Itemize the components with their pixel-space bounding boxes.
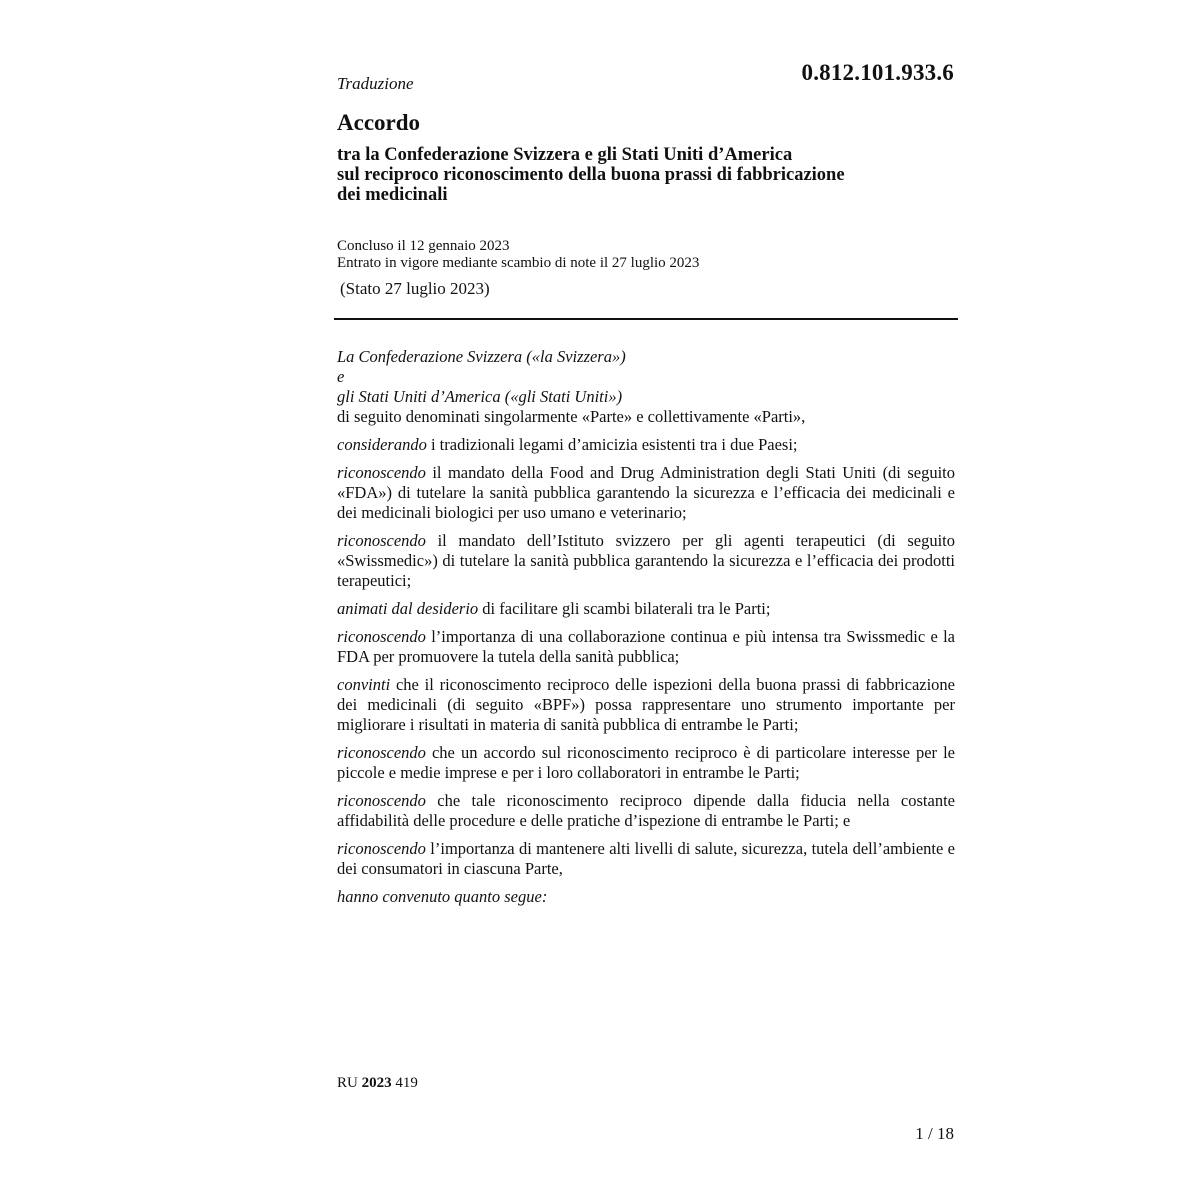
paragraph-text: che il riconoscimento reciproco delle ispezioni della buona prassi di fabbricazione dei medicinali (di seguito «BPF») possa rappresentare uno strumento importante per migliorare i risultati in materia di sanità pubblica di entrambe le Parti; xyxy=(337,675,955,734)
preamble-paragraph xyxy=(337,791,955,831)
paragraph-text: che un accordo sul riconoscimento reciproco è di particolare interesse per le piccole e medie imprese e per i loro collaboratori in entrambe le Parti; xyxy=(337,743,955,782)
paragraph-text: che tale riconoscimento reciproco dipende dalla fiducia nella costante affidabilità delle procedure e delle pratiche d’ispezione di entrambe le Parti; e xyxy=(337,791,955,830)
preamble-paragraph xyxy=(337,531,955,591)
preamble-paragraph xyxy=(337,839,955,879)
parties-block xyxy=(337,347,955,427)
paragraph-text: l’importanza di una collaborazione continua e più intensa tra Swissmedic e la FDA per promuovere la tutela della sanità pubblica; xyxy=(337,627,955,666)
ru-prefix: RU xyxy=(337,1075,358,1091)
paragraph-lead: riconoscendo xyxy=(337,463,426,482)
translation-label: Traduzione xyxy=(337,74,414,93)
paragraph-lead: riconoscendo xyxy=(337,743,426,762)
party-united-states: gli Stati Uniti d’America («gli Stati Uniti») xyxy=(337,387,623,406)
paragraph-lead: convinti xyxy=(337,675,391,694)
separator-rule xyxy=(334,318,958,320)
preamble-paragraph xyxy=(337,743,955,783)
paragraph-lead: riconoscendo xyxy=(337,839,426,858)
paragraph-lead: riconoscendo xyxy=(337,791,426,810)
ru-year: 2023 xyxy=(361,1075,392,1091)
paragraph-text: i tradizionali legami d’amicizia esistenti tra i due Paesi; xyxy=(426,435,798,454)
paragraph-lead: riconoscendo xyxy=(337,627,426,646)
preamble-paragraph xyxy=(337,599,955,619)
ru-reference xyxy=(337,1075,418,1092)
subtitle-line: sul reciproco riconoscimento della buona prassi di fabbricazione xyxy=(337,164,845,185)
party-conjunction: e xyxy=(337,367,345,386)
dates-block xyxy=(337,238,699,272)
page-indicator: 1 / 18 xyxy=(915,1124,954,1143)
entry-into-force-date: Entrato in vigore mediante scambio di note il 27 luglio 2023 xyxy=(337,255,700,271)
parties-naming: di seguito denominati singolarmente «Parte» e collettivamente «Parti», xyxy=(337,407,806,426)
subtitle-line: tra la Confederazione Svizzera e gli Stati Uniti d’America xyxy=(337,144,793,165)
preamble xyxy=(337,347,955,907)
paragraph-lead: riconoscendo xyxy=(337,531,426,550)
paragraph-text: il mandato della Food and Drug Administration degli Stati Uniti (di seguito «FDA») di tutelare la sanità pubblica garantendo la sicurezza e l’efficacia dei medicinali e dei medicinali biologici per uso umano e veterinario; xyxy=(337,463,955,522)
status-date: (Stato 27 luglio 2023) xyxy=(340,279,490,298)
preamble-paragraph xyxy=(337,675,955,735)
paragraph-text: il mandato dell’Istituto svizzero per gli agenti terapeutici (di seguito «Swissmedic») di tutelare la sanità pubblica garantendo la sicurezza e l’efficacia dei prodotti terapeutici; xyxy=(337,531,955,590)
preamble-closing: hanno convenuto quanto segue: xyxy=(337,887,548,906)
concluded-date: Concluso il 12 gennaio 2023 xyxy=(337,238,510,254)
document-subtitle xyxy=(337,145,957,205)
sr-number: 0.812.101.933.6 xyxy=(801,60,954,85)
document-title: Accordo xyxy=(337,110,421,135)
preamble-paragraph xyxy=(337,627,955,667)
title-block xyxy=(337,109,957,205)
preamble-paragraph xyxy=(337,435,955,455)
party-switzerland: La Confederazione Svizzera («la Svizzera») xyxy=(337,347,626,366)
subtitle-line: dei medicinali xyxy=(337,184,448,205)
paragraph-text: l’importanza di mantenere alti livelli di salute, sicurezza, tutela dell’ambiente e dei consumatori in ciascuna Parte, xyxy=(337,839,955,878)
paragraph-text: di facilitare gli scambi bilaterali tra le Parti; xyxy=(478,599,771,618)
ru-page: 419 xyxy=(395,1075,418,1091)
paragraph-lead: animati dal desiderio xyxy=(337,599,479,618)
paragraph-lead: considerando xyxy=(337,435,427,454)
preamble-paragraph xyxy=(337,463,955,523)
